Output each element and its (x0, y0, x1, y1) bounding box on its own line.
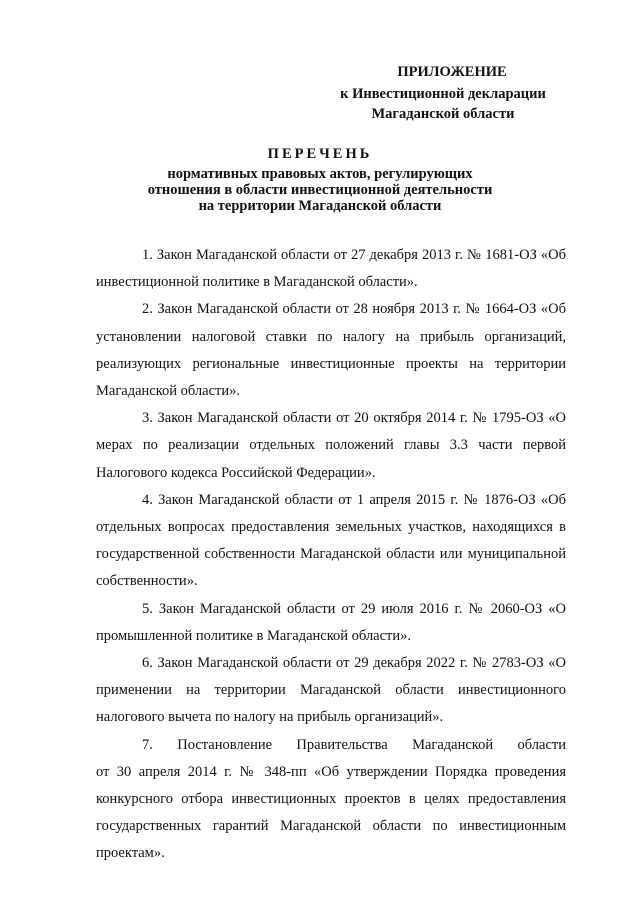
appendix-title: ПРИЛОЖЕНИЕ (397, 64, 507, 80)
list-item-7 (96, 732, 566, 868)
item7-word-2: Постановление (177, 736, 273, 753)
list-item-1: 1. Закон Магаданской области от 27 декабря 2013 г. № 1681-ОЗ «Об инвестиционной политике в Магаданской области». (96, 247, 566, 291)
item7-word-4: Магаданской (412, 736, 494, 753)
list-item-7-first-line (96, 732, 566, 759)
subtitle-line-1: нормативных правовых актов, регулирующих (167, 166, 473, 182)
appendix-header (318, 62, 568, 124)
list-item-6: 6. Закон Магаданской области от 29 декабря 2022 г. № 2783-ОЗ «О применении на территории Магаданской области инвестиционного налогового вычета по налогу на прибыль организаций». (96, 655, 566, 726)
document-subtitle (80, 166, 560, 214)
item7-word-3: Правительства (296, 736, 388, 753)
item7-word-5: области (517, 736, 566, 753)
appendix-line-2: Магаданской области (371, 106, 515, 122)
list-item-5: 5. Закон Магаданской области от 29 июля 2016 г. № 2060-ОЗ «О промышленной политике в Магаданской области». (96, 600, 566, 644)
acts-list (96, 242, 566, 868)
appendix-line-1: к Инвестиционной декларации (340, 86, 546, 102)
list-item-4: 4. Закон Магаданской области от 1 апреля 2015 г. № 1876-ОЗ «Об отдельных вопросах предоставления земельных участков, находящихся в государственной собственности Магаданской области или муниципальной собственности». (96, 491, 566, 590)
subtitle-line-2: отношения в области инвестиционной деятельности (147, 182, 493, 198)
list-item-2: 2. Закон Магаданской области от 28 ноября 2013 г. № 1664-ОЗ «Об установлении налоговой ставки по налогу на прибыль организаций, реализующих региональные инвестиционные проекты на территории Магаданской области». (96, 301, 566, 400)
item7-word-1: 7. (142, 736, 153, 753)
subtitle-line-3: на территории Магаданской области (198, 198, 442, 214)
list-item-3: 3. Закон Магаданской области от 20 октября 2014 г. № 1795-ОЗ «О мерах по реализации отдельных положений главы 3.3 части первой Налогового кодекса Российской Федерации». (96, 410, 566, 481)
list-item-7-text: от 30 апреля 2014 г. № 348-пп «Об утверждении Порядка проведения конкурсного отбора инвестиционных проектов в целях предоставления государственных гарантий Магаданской области по инвестиционным проектам». (96, 763, 566, 862)
document-title: ПЕРЕЧЕНЬ (267, 146, 373, 162)
